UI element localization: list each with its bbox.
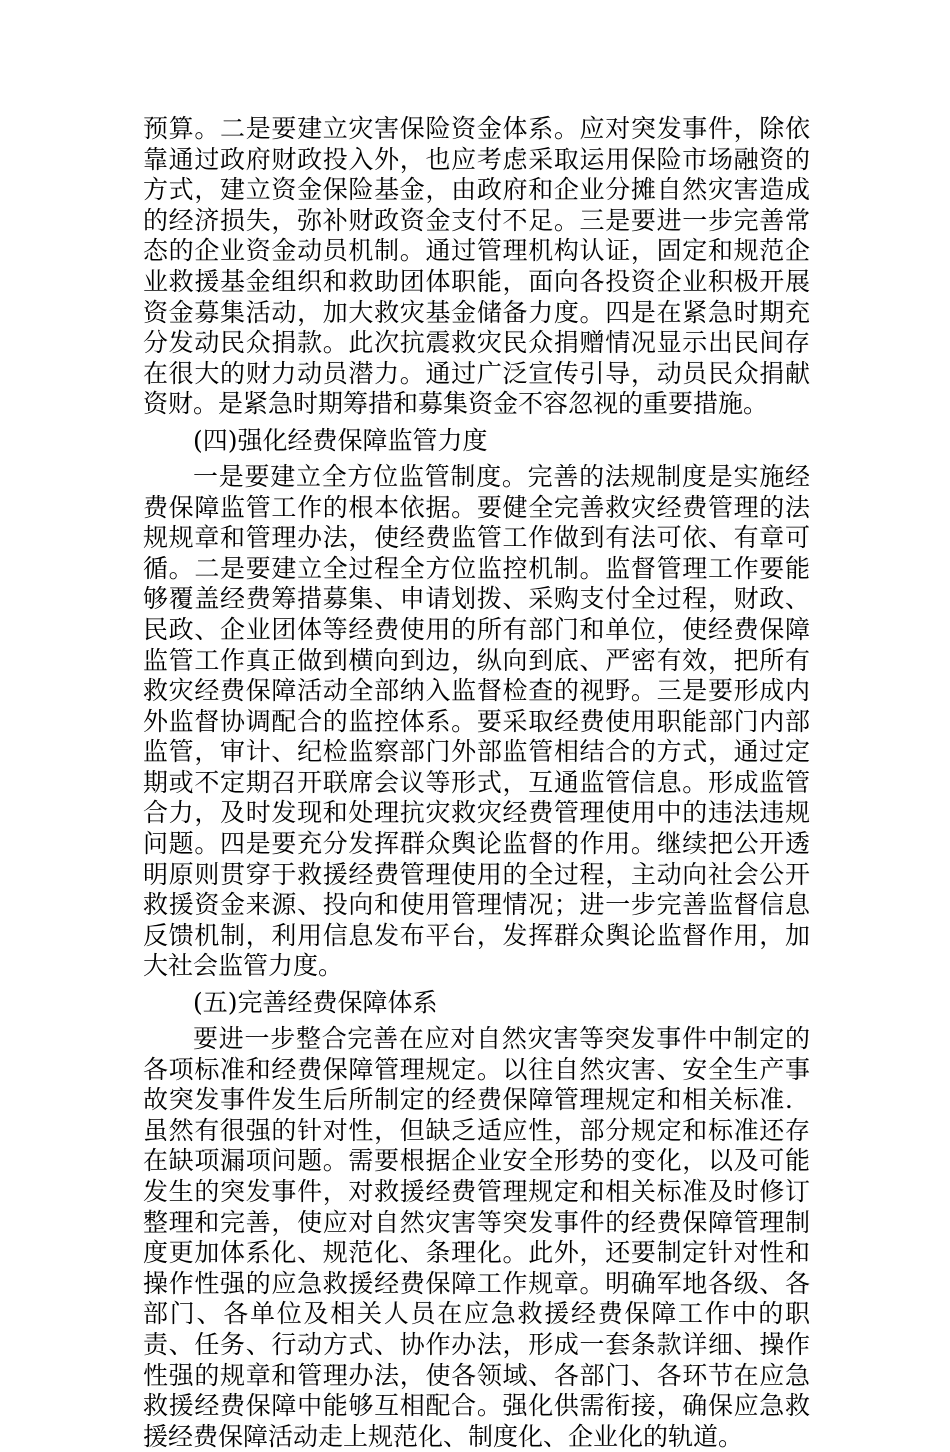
section-heading-4: (四)强化经费保障监管力度 (193, 425, 488, 455)
section-heading-5: (五)完善经费保障体系 (193, 988, 438, 1018)
paragraph-2: 一是要建立全方位监管制度。完善的法规制度是实施经费保障监管工作的根本依据。要健全完善救灾经费管理的法规规章和管理办法，使经费监管工作做到有法可依、有章可循。二是要建立全过程全方位监控机制。监督管理工作要能够覆盖经费筹措募集、申请划拨、采购支付全过程，财政、民政、企业团体等经费使用的所有部门和单位，使经费保障监管工作真正做到横向到边，纵向到底、严密有效，把所有救灾经费保障活动全部纳入监督检查的视野。三是要形成内外监督协调配合的监控体系。要采取经费使用职能部门内部监管，审计、纪检监察部门外部监管相结合的方式，通过定期或不定期召开联席会议等形式，互通监管信息。形成监管合力，及时发现和处理抗灾救灾经费管理使用中的违法违规问题。四是要充分发挥群众舆论监督的作用。继续把公开透明原则贯穿于救援经费管理使用的全过程，主动向社会公开救援资金来源、投向和使用管理情况；进一步完善监督信息反馈机制，利用信息发布平台，发挥群众舆论监督作用，加大社会监管力度。 (143, 461, 810, 981)
paragraph-3: 要进一步整合完善在应对自然灾害等突发事件中制定的各项标准和经费保障管理规定。以往自然灾害、安全生产事故突发事件发生后所制定的经费保障管理规定和相关标准．虽然有很强的针对性，但缺乏适应性，部分规定和标准还存在缺项漏项问题。需要根据企业安全形势的变化，以及可能发生的突发事件，对救援经费管理规定和相关标准及时修订整理和完善，使应对自然灾害等突发事件的经费保障管理制度更加体系化、规范化、条理化。此外，还要制定针对性和操作性强的应急救援经费保障工作规章。明确军地各级、各部门、各单位及相关人员在应急救援经费保障工作中的职责、任务、行动方式、协作办法，形成一套条款详细、操作性强的规章和管理办法，使各领域、各部门、各环节在应急救援经费保障中能够互相配合。强化供需衔接，确保应急救援经费保障活动走上规范化、制度化、企业化的轨道。 (143, 1024, 810, 1451)
paragraph-1: 预算。二是要建立灾害保险资金体系。应对突发事件，除依靠通过政府财政投入外，也应考虑采取运用保险市场融资的方式，建立资金保险基金，由政府和企业分摊自然灾害造成的经济损失，弥补财政资金支付不足。三是要进一步完善常态的企业资金动员机制。通过管理机构认证，固定和规范企业救援基金组织和救助团体职能，面向各投资企业积极开展资金募集活动，加大救灾基金储备力度。四是在紧急时期充分发动民众捐款。此次抗震救灾民众捐赠情况显示出民间存在很大的财力动员潜力。通过广泛宣传引导，动员民众捐献资财。是紧急时期筹措和募集资金不容忽视的重要措施。 (143, 114, 810, 419)
document-body (143, 114, 810, 1452)
